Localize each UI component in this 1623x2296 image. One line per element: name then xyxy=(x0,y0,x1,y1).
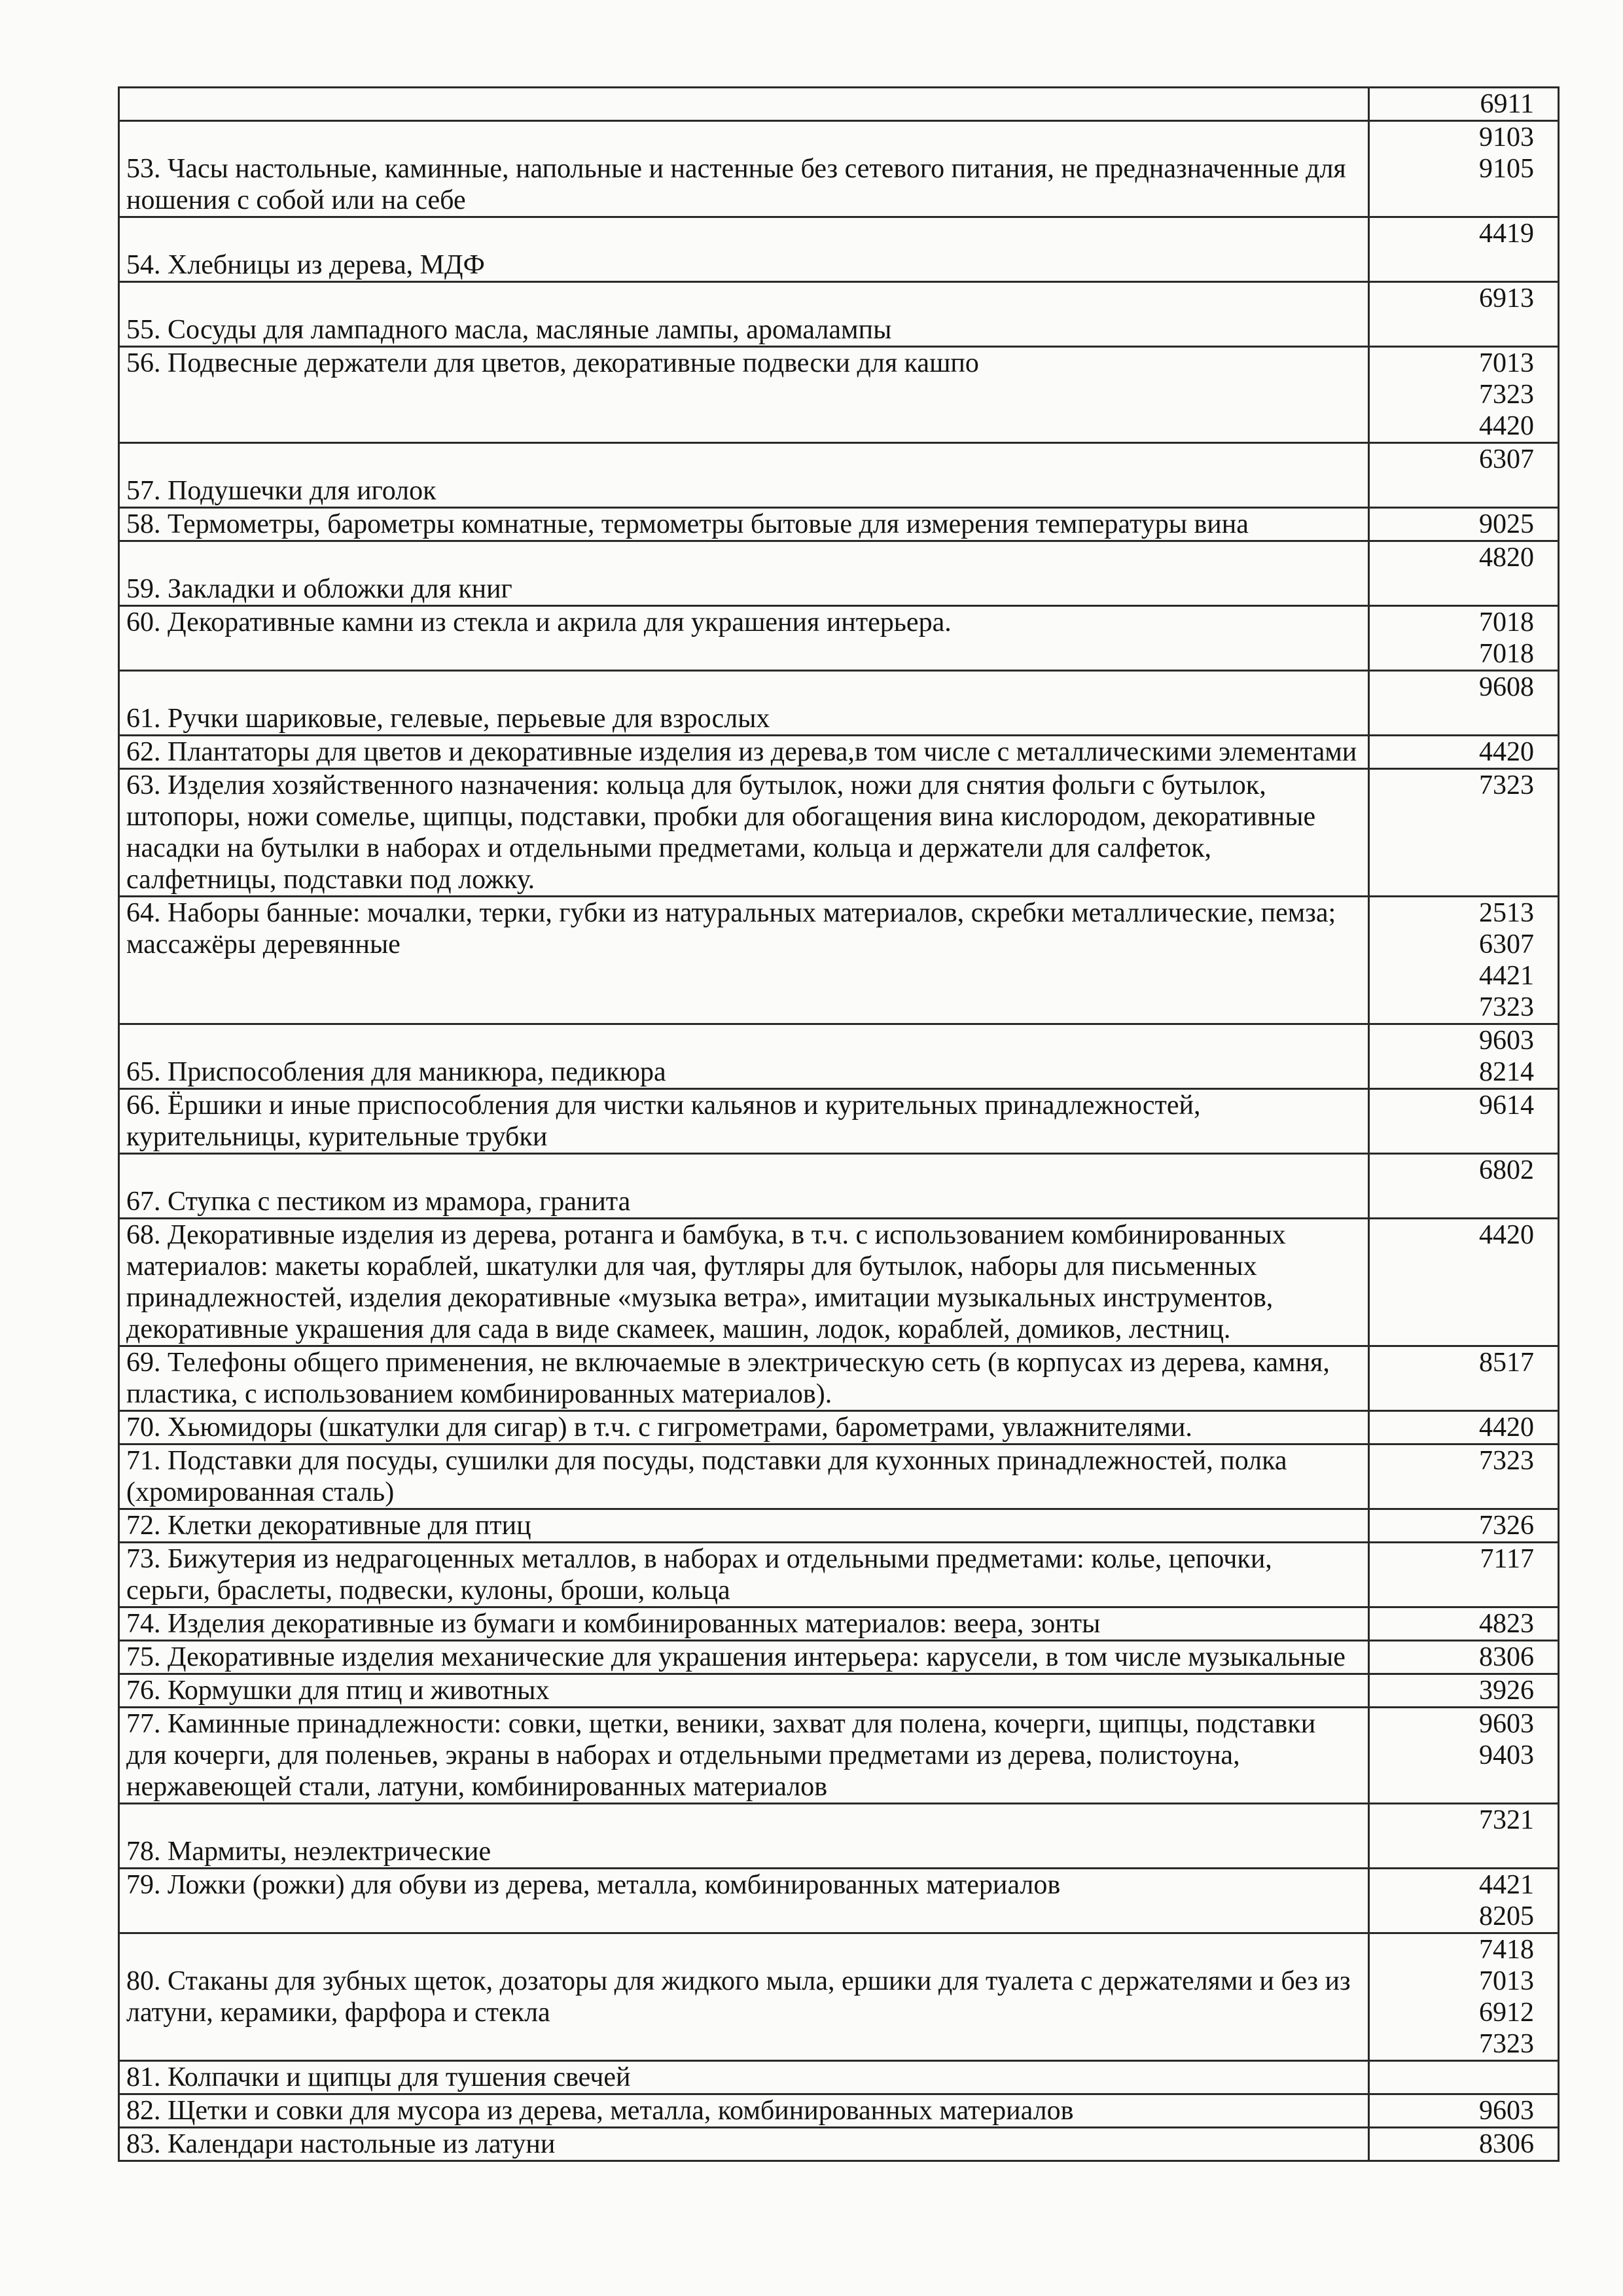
item-description: 62. Плантаторы для цветов и декоративные изделия из дерева,в том числе с металлическими элементами xyxy=(126,737,1357,767)
item-description-cell xyxy=(119,671,1369,736)
item-description-cell xyxy=(119,2061,1369,2094)
table-row xyxy=(119,1024,1559,1089)
item-codes-cell: 6913 xyxy=(1369,282,1559,347)
item-codes-cell: 2513 6307 4421 7323 xyxy=(1369,897,1559,1024)
item-description-cell xyxy=(119,217,1369,282)
table-row xyxy=(119,1219,1559,1346)
table-row xyxy=(119,1607,1559,1641)
goods-table-body xyxy=(119,88,1559,2161)
item-description: 75. Декоративные изделия механические для украшения интерьера: карусели, в том числе музыкальные xyxy=(126,1642,1346,1672)
table-row xyxy=(119,1933,1559,2061)
item-description-cell xyxy=(119,347,1369,443)
item-description: 59. Закладки и обложки для книг xyxy=(126,574,512,604)
item-codes-cell: 9603 xyxy=(1369,2094,1559,2128)
table-row xyxy=(119,1444,1559,1509)
table-row xyxy=(119,541,1559,606)
item-description-cell xyxy=(119,2128,1369,2161)
item-description: 82. Щетки и совки для мусора из дерева, металла, комбинированных материалов xyxy=(126,2096,1074,2126)
item-codes-cell: 4420 xyxy=(1369,736,1559,769)
table-row xyxy=(119,508,1559,541)
item-codes-cell: 9603 8214 xyxy=(1369,1024,1559,1089)
item-description-cell xyxy=(119,769,1369,897)
table-row xyxy=(119,2061,1559,2094)
item-codes-cell: 6307 xyxy=(1369,443,1559,508)
item-description-cell xyxy=(119,1346,1369,1411)
item-codes-cell: 6802 xyxy=(1369,1154,1559,1219)
item-description-cell xyxy=(119,1444,1369,1509)
table-row xyxy=(119,897,1559,1024)
table-row xyxy=(119,121,1559,217)
item-description: 66. Ёршики и иные приспособления для чистки кальянов и курительных принадлежностей, курительницы, курительные трубки xyxy=(126,1090,1201,1152)
table-row xyxy=(119,1804,1559,1869)
item-description-cell xyxy=(119,1411,1369,1444)
item-description-cell xyxy=(119,1219,1369,1346)
item-description-cell xyxy=(119,282,1369,347)
item-description-cell xyxy=(119,736,1369,769)
item-description: 79. Ложки (рожки) для обуви из дерева, металла, комбинированных материалов xyxy=(126,1870,1061,1900)
table-row xyxy=(119,769,1559,897)
item-codes-cell: 4420 xyxy=(1369,1411,1559,1444)
item-codes-cell: 7117 xyxy=(1369,1543,1559,1607)
item-description: 55. Сосуды для лампадного масла, масляные лампы, аромалампы xyxy=(126,315,892,345)
item-codes-cell: 7323 xyxy=(1369,1444,1559,1509)
item-description: 65. Приспособления для маникюра, педикюра xyxy=(126,1057,666,1087)
item-description: 58. Термометры, барометры комнатные, термометры бытовые для измерения температуры вина xyxy=(126,509,1249,539)
item-codes-cell: 4823 xyxy=(1369,1607,1559,1641)
item-description: 77. Каминные принадлежности: совки, щетки, веники, захват для полена, кочерги, щипцы, подставки для кочерги, для поленьев, экраны в наборах и отдельными предметами из дерева, полистоуна, нержавеющей стали, латуни, комбинированных материалов xyxy=(126,1709,1316,1802)
item-codes-cell xyxy=(1369,2061,1559,2094)
item-codes-cell: 7418 7013 6912 7323 xyxy=(1369,1933,1559,2061)
item-description-cell xyxy=(119,1708,1369,1804)
table-row xyxy=(119,1346,1559,1411)
item-description-cell xyxy=(119,508,1369,541)
item-description-cell xyxy=(119,88,1369,121)
item-description: 70. Хьюмидоры (шкатулки для сигар) в т.ч. с гигрометрами, барометрами, увлажнителями. xyxy=(126,1412,1192,1443)
item-codes-cell: 7323 xyxy=(1369,769,1559,897)
item-description: 54. Хлебницы из дерева, МДФ xyxy=(126,250,485,280)
table-row xyxy=(119,736,1559,769)
item-description: 69. Телефоны общего применения, не включаемые в электрическую сеть (в корпусах из дерева, камня, пластика, с использованием комбинированных материалов). xyxy=(126,1348,1330,1409)
item-codes-cell: 9603 9403 xyxy=(1369,1708,1559,1804)
item-description: 57. Подушечки для иголок xyxy=(126,476,437,506)
item-codes-cell: 9025 xyxy=(1369,508,1559,541)
item-description-cell xyxy=(119,1543,1369,1607)
table-row xyxy=(119,347,1559,443)
item-codes-cell: 7013 7323 4420 xyxy=(1369,347,1559,443)
item-description-cell xyxy=(119,1933,1369,2061)
item-description: 71. Подставки для посуды, сушилки для посуды, подставки для кухонных принадлежностей, полка (хромированная сталь) xyxy=(126,1446,1287,1507)
table-row xyxy=(119,1869,1559,1933)
item-codes-cell: 8306 xyxy=(1369,2128,1559,2161)
item-description: 68. Декоративные изделия из дерева, ротанга и бамбука, в т.ч. с использованием комбинированных материалов: макеты кораблей, шкатулки для чая, футляры для бутылок, наборы для письменных принадлежностей, изделия декоративные «музыка ветра», имитации музыкальных инструментов, декоративные украшения для сада в виде скамеек, машин, лодок, кораблей, домиков, лестниц. xyxy=(126,1220,1286,1344)
item-description: 60. Декоративные камни из стекла и акрила для украшения интерьера. xyxy=(126,607,952,637)
item-codes-cell: 4421 8205 xyxy=(1369,1869,1559,1933)
table-row xyxy=(119,1411,1559,1444)
item-codes-cell: 8306 xyxy=(1369,1641,1559,1674)
item-codes-cell: 3926 xyxy=(1369,1674,1559,1708)
item-description: 53. Часы настольные, каминные, напольные и настенные без сетевого питания, не предназначенные для ношения с собой или на себе xyxy=(126,154,1346,215)
item-description: 83. Календари настольные из латуни xyxy=(126,2129,556,2159)
item-description: 74. Изделия декоративные из бумаги и комбинированных материалов: веера, зонты xyxy=(126,1609,1101,1639)
item-description: 72. Клетки декоративные для птиц xyxy=(126,1511,531,1541)
item-description-cell xyxy=(119,1607,1369,1641)
goods-table xyxy=(118,86,1560,2162)
item-codes-cell: 9614 xyxy=(1369,1089,1559,1154)
item-codes-cell: 6911 xyxy=(1369,88,1559,121)
table-row xyxy=(119,88,1559,121)
table-row xyxy=(119,2128,1559,2161)
item-codes-cell: 9103 9105 xyxy=(1369,121,1559,217)
table-row xyxy=(119,1509,1559,1543)
item-description: 78. Мармиты, неэлектрические xyxy=(126,1837,491,1867)
item-codes-cell: 7321 xyxy=(1369,1804,1559,1869)
item-codes-cell: 7326 xyxy=(1369,1509,1559,1543)
table-row xyxy=(119,606,1559,671)
item-codes-cell: 9608 xyxy=(1369,671,1559,736)
item-description: 64. Наборы банные: мочалки, терки, губки из натуральных материалов, скребки металлические, пемза; массажёры деревянные xyxy=(126,898,1336,960)
item-description-cell xyxy=(119,1089,1369,1154)
item-description: 61. Ручки шариковые, гелевые, перьевые для взрослых xyxy=(126,704,770,734)
table-row xyxy=(119,1543,1559,1607)
item-description-cell xyxy=(119,1869,1369,1933)
table-row xyxy=(119,2094,1559,2128)
table-row xyxy=(119,1708,1559,1804)
item-description-cell xyxy=(119,121,1369,217)
item-description-cell xyxy=(119,1674,1369,1708)
item-description-cell xyxy=(119,2094,1369,2128)
table-row xyxy=(119,1154,1559,1219)
item-description: 80. Стаканы для зубных щеток, дозаторы для жидкого мыла, ершики для туалета с держателями и без из латуни, керамики, фарфора и стекла xyxy=(126,1966,1351,2028)
table-row xyxy=(119,1641,1559,1674)
item-codes-cell: 8517 xyxy=(1369,1346,1559,1411)
item-codes-cell: 7018 7018 xyxy=(1369,606,1559,671)
item-description: 56. Подвесные держатели для цветов, декоративные подвески для кашпо xyxy=(126,348,979,378)
item-description-cell xyxy=(119,1509,1369,1543)
item-codes-cell: 4419 xyxy=(1369,217,1559,282)
table-row xyxy=(119,282,1559,347)
item-description-cell xyxy=(119,1154,1369,1219)
table-row xyxy=(119,1674,1559,1708)
item-description-cell xyxy=(119,443,1369,508)
table-row xyxy=(119,671,1559,736)
item-description: 67. Ступка с пестиком из мрамора, гранита xyxy=(126,1187,631,1217)
table-row xyxy=(119,217,1559,282)
item-description-cell xyxy=(119,541,1369,606)
item-description-cell xyxy=(119,606,1369,671)
item-codes-cell: 4420 xyxy=(1369,1219,1559,1346)
item-description: 76. Кормушки для птиц и животных xyxy=(126,1676,550,1706)
table-row xyxy=(119,1089,1559,1154)
item-description: 81. Колпачки и щипцы для тушения свечей xyxy=(126,2062,631,2092)
table-row xyxy=(119,443,1559,508)
item-description-cell xyxy=(119,1804,1369,1869)
item-description-cell xyxy=(119,1641,1369,1674)
item-description-cell xyxy=(119,897,1369,1024)
item-description: 73. Бижутерия из недрагоценных металлов, в наборах и отдельными предметами: колье, цепочки, серьги, браслеты, подвески, кулоны, броши, кольца xyxy=(126,1544,1272,1605)
item-codes-cell: 4820 xyxy=(1369,541,1559,606)
item-description: 63. Изделия хозяйственного назначения: кольца для бутылок, ножи для снятия фольги с бутылок, штопоры, ножи сомелье, щипцы, подставки, пробки для обогащения вина кислородом, декоративные насадки на бутылки в наборах и отдельными предметами, кольца и держатели для салфеток, салфетницы, подставки под ложку. xyxy=(126,770,1316,895)
item-description-cell xyxy=(119,1024,1369,1089)
